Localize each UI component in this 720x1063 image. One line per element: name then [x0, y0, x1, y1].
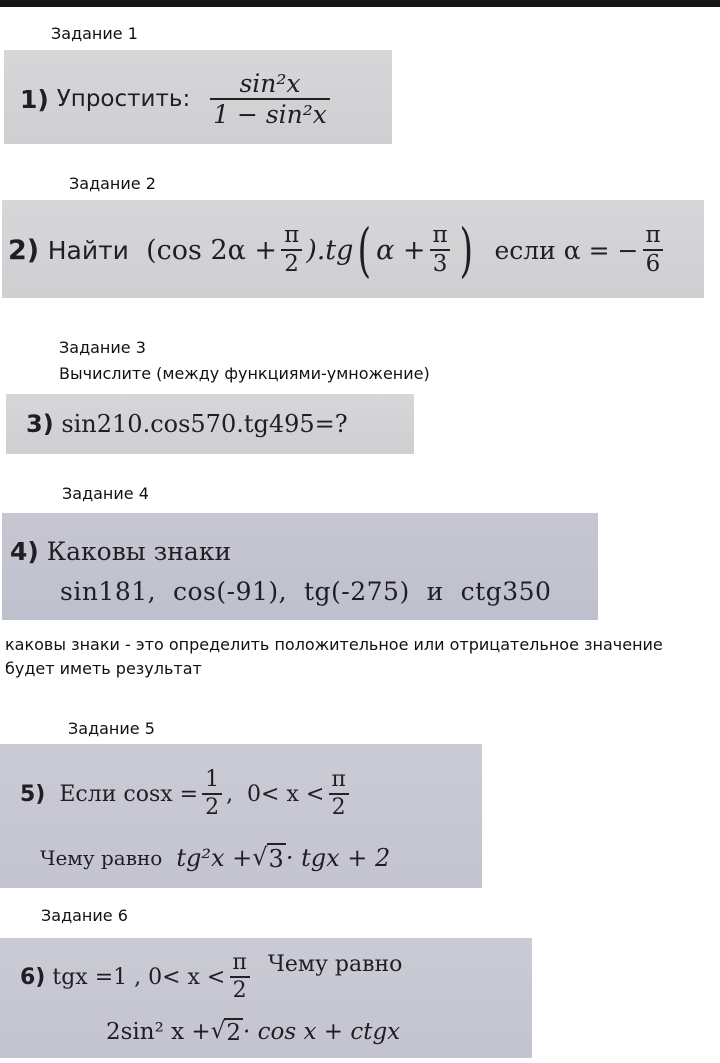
- task-3-number: 3): [26, 410, 54, 438]
- task-5-sqrt: √ 3: [252, 843, 284, 873]
- task-2-if-text: если α = −: [494, 235, 639, 265]
- task-2-frac3-num: π: [645, 221, 661, 248]
- task-1-caption: Задание 1: [51, 24, 138, 43]
- task-2-frac3-den: 6: [643, 249, 664, 277]
- task-1-number: 1): [20, 84, 49, 114]
- task-3-photo: [6, 394, 414, 454]
- task-2-prompt: Найти: [47, 235, 129, 265]
- task-2-fraction-2: [430, 223, 451, 278]
- task-3-caption: Задание 3: [59, 338, 146, 357]
- task-5-expr-b: · tgx + 2: [285, 844, 391, 872]
- task-5-question: Чему равно: [40, 846, 163, 870]
- task-5-frac2-den: 2: [329, 793, 349, 820]
- top-bar: [0, 0, 720, 7]
- task-2-frac1-num: π: [284, 221, 300, 248]
- task-5-number: 5): [20, 781, 46, 807]
- task-2-expr-open: (cos 2α +: [146, 234, 278, 266]
- task-6-condition: tgx =1 , 0< x <: [52, 964, 226, 990]
- task-6-caption: Задание 6: [41, 906, 128, 925]
- task-6-sqrt-value: 2: [226, 1020, 241, 1046]
- task-6-photo: [0, 938, 532, 1058]
- task-1-photo: [4, 50, 392, 144]
- task-4-expression: sin181, cos(-91), tg(-275) и ctg350: [60, 576, 552, 606]
- task-5-sqrt-value: 3: [268, 845, 284, 873]
- task-2-frac1-den: 2: [281, 249, 302, 277]
- task-2-fraction-1: [281, 223, 302, 278]
- task-5-expr-a: tg²x +: [176, 844, 253, 872]
- task-5-fraction-2: [328, 768, 348, 820]
- task-2-frac2-num: π: [432, 221, 448, 248]
- task-2-photo: [2, 200, 704, 298]
- task-1-fraction: [210, 70, 330, 129]
- task-2-paren-open: (: [357, 216, 372, 284]
- task-2-fraction-3: [642, 223, 663, 278]
- task-6-sqrt: √ 2: [210, 1018, 241, 1046]
- task-5-condition: , 0< x <: [226, 781, 325, 807]
- task-6-frac-den: 2: [230, 976, 250, 1003]
- task-2-mid: ).tg: [306, 234, 354, 266]
- task-5-photo: [0, 744, 482, 888]
- task-5-fraction-1: [202, 768, 222, 820]
- task-5-frac1-num: 1: [205, 766, 220, 792]
- task-4-caption: Задание 4: [62, 484, 149, 503]
- task-2-frac2-den: 3: [430, 249, 451, 277]
- task-2-paren-close: ): [459, 216, 473, 284]
- task-5-caption: Задание 5: [68, 719, 155, 738]
- task-4-number: 4): [10, 536, 39, 566]
- task-6-fraction: [229, 951, 249, 1003]
- task-5-if-text: Если cosx =: [59, 781, 199, 807]
- task-3-expression: sin210.cos570.tg495=?: [61, 410, 348, 438]
- task-6-number: 6): [20, 964, 46, 990]
- task-4-photo: [2, 513, 598, 620]
- task-4-prompt: Каковы знаки: [46, 536, 232, 566]
- task-2-alpha-plus: α +: [376, 234, 426, 266]
- task-4-note: каковы знаки - это определить положительное или отрицательное значение будет иметь результат: [5, 635, 663, 678]
- task-6-expr-a: 2sin² x +: [106, 1019, 211, 1045]
- task-6-frac-num: π: [232, 949, 247, 975]
- task-1-denominator: 1 − sin²x: [210, 98, 330, 129]
- task-1-prompt: Упростить:: [56, 86, 191, 112]
- task-6-question: Чему равно: [267, 952, 403, 977]
- task-2-number: 2): [8, 234, 40, 266]
- task-5-frac1-den: 2: [202, 793, 222, 820]
- task-1-numerator: sin²x: [239, 68, 301, 98]
- task-6-expr-b: · cos x + ctgx: [243, 1019, 401, 1045]
- task-5-frac2-num: π: [331, 766, 346, 792]
- task-2-caption: Задание 2: [69, 174, 156, 193]
- task-3-subcaption: Вычислите (между функциями-умножение): [59, 364, 430, 383]
